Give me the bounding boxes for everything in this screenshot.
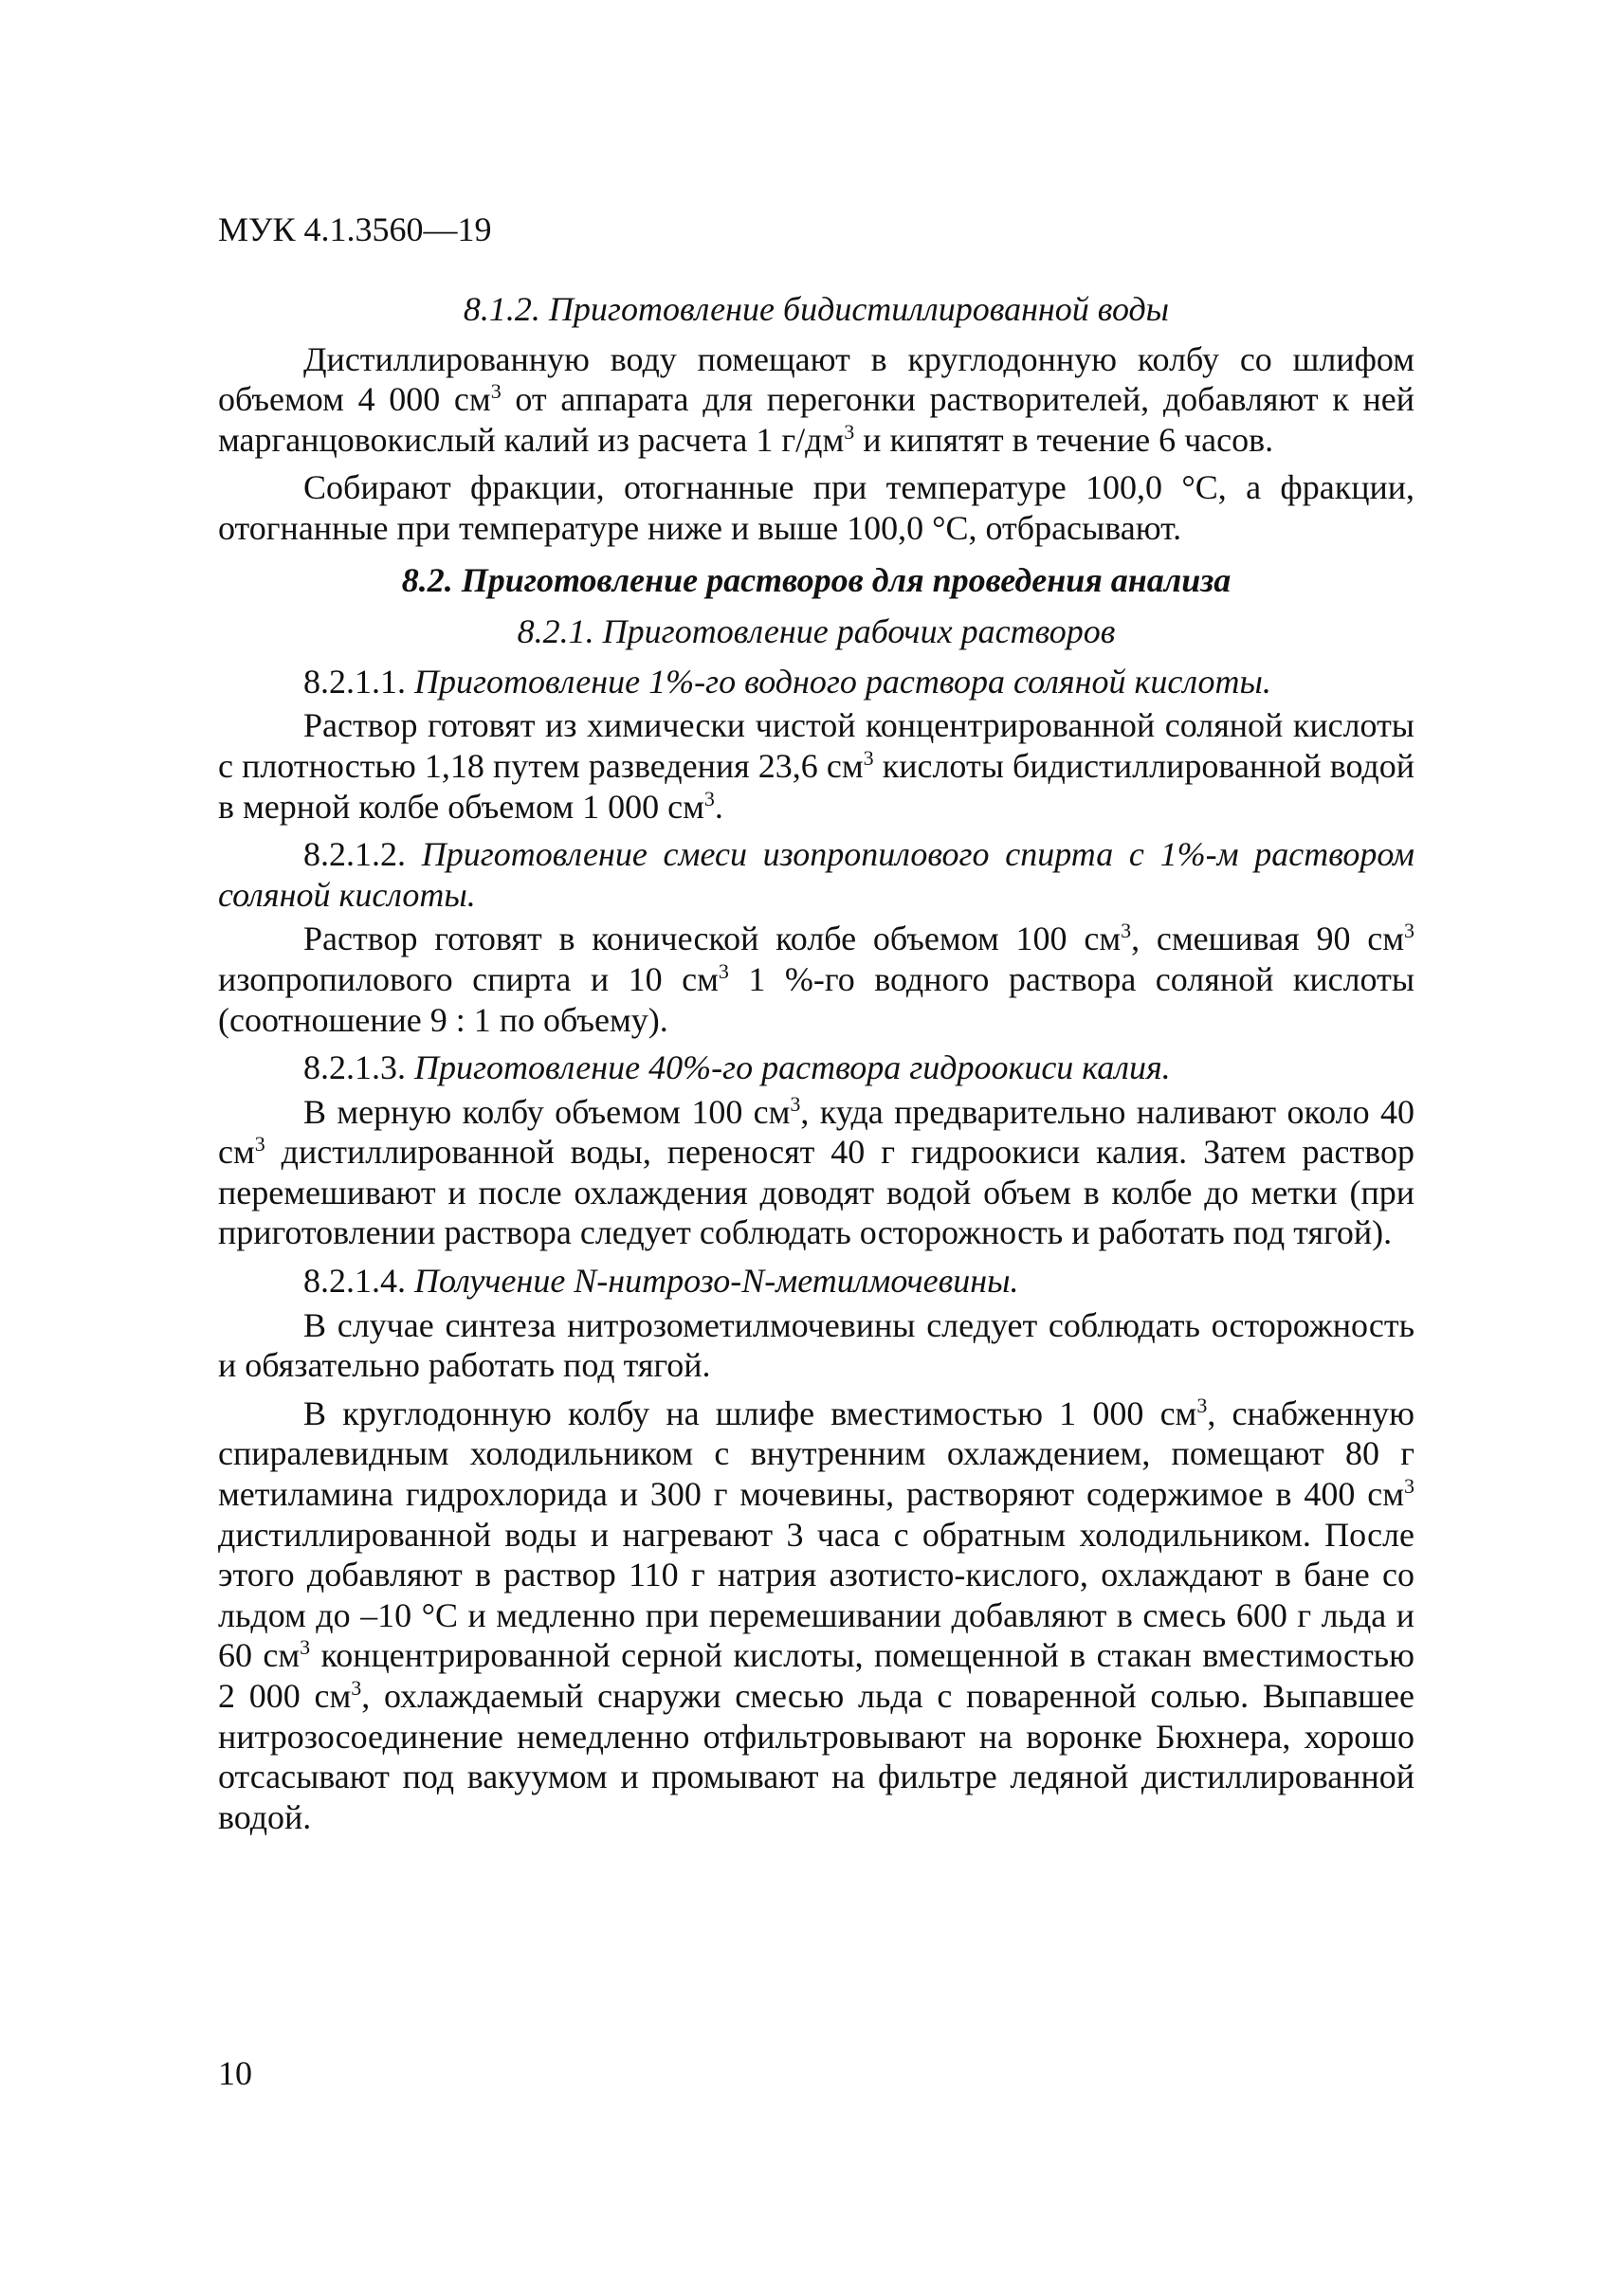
- running-head: МУК 4.1.3560—19: [218, 210, 492, 248]
- paragraph-8-2-1-3: В мерную колбу объемом 100 $см^3$, куда предварительно наливают около 40 $см^3$ дистиллированной воды, переносят 40 г гидроокиси калия. Затем раствор перемешивают и после охлаждения доводят водой объем в колбе до метки (при приготовлении раствора следует соблюдать осторожность и работать под тягой).: [218, 1091, 1414, 1252]
- paragraph-8-1-2-b: Собирают фракции, отогнанные при температуре 100,0 °С, а фракции, отогнанные при температуре ниже и выше 100,0 °С, отбрасывают.: [218, 468, 1414, 547]
- paragraph-8-2-1-4-a: В случае синтеза нитрозометилмочевины следует соблюдать осторожность и обязательно работать под тягой.: [218, 1305, 1414, 1385]
- page-number: 10: [218, 2054, 252, 2092]
- paragraph-8-2-1-2: Раствор готовят в конической колбе объемом 100 $см^3$, смешивая 90 $см^3$ изопропилового спирта и 10 $см^3$ 1 %-го водного раствора соляной кислоты (соотношение 9 : 1 по объему).: [218, 919, 1415, 1039]
- subclause-8-2-1-2: 8.2.1.2. Приготовление смеси изопропилового спирта с 1%-м раствором соляной кислоты.: [218, 835, 1414, 914]
- heading-8-2-1: 8.2.1. Приготовление рабочих растворов: [517, 612, 1116, 651]
- subclause-8-2-1-4: 8.2.1.4. Получение N-нитрозо-N-метилмочевины.: [303, 1262, 1019, 1301]
- paragraph-8-2-1-4-b: В круглодонную колбу на шлифе вместимостью 1 000 $см^3$, снабженную спиралевидным холодильником с внутренним охлаждением, помещают 80 г метиламина гидрохлорида и 300 г мочевины, растворяют содержимое в 400 $см^3$ дистиллированной воды и нагревают 3 часа с обратным холодильником. После этого добавляют в раствор 110 г натрия азотисто-кислого, охлаждают в бане со льдом до –10 °С и медленно при перемешивании добавляют в смесь 600 г льда и 60 $см^3$ концентрированной серной кислоты, помещенной в стакан вместимостью 2 000 $см^3$, охлаждаемый снаружи смесью льда с поваренной солью. Выпавшее нитрозосоединение немедленно отфильтровывают на воронке Бюхнера, хорошо отсасывают под вакуумом и промывают на фильтре ледяной дистиллированной водой.: [218, 1393, 1414, 1836]
- heading-8-1-2: 8.1.2. Приготовление бидистиллированной воды: [463, 290, 1170, 328]
- subclause-8-2-1-3: 8.2.1.3. Приготовление 40%-го раствора гидроокиси калия.: [303, 1048, 1171, 1087]
- heading-8-2: 8.2. Приготовление растворов для проведения анализа: [401, 560, 1232, 599]
- document-body: [218, 289, 1414, 1845]
- paragraph-8-1-2-a: Дистиллированную воду помещают в круглодонную колбу со шлифом объемом 4 000 $см^3$ от аппарата для перегонки растворителей, добавляют к ней марганцовокислый калий из расчета 1 $г/дм^3$ и кипятят в течение 6 часов.: [218, 339, 1415, 459]
- paragraph-8-2-1-1: Раствор готовят из химически чистой концентрированной соляной кислоты с плотностью 1,18 путем разведения 23,6 $см^3$ кислоты бидистиллированной водой в мерной колбе объемом 1 000 $см^3$.: [218, 706, 1415, 826]
- subclause-8-2-1-1: 8.2.1.1. Приготовление 1%-го водного раствора соляной кислоты.: [303, 662, 1271, 701]
